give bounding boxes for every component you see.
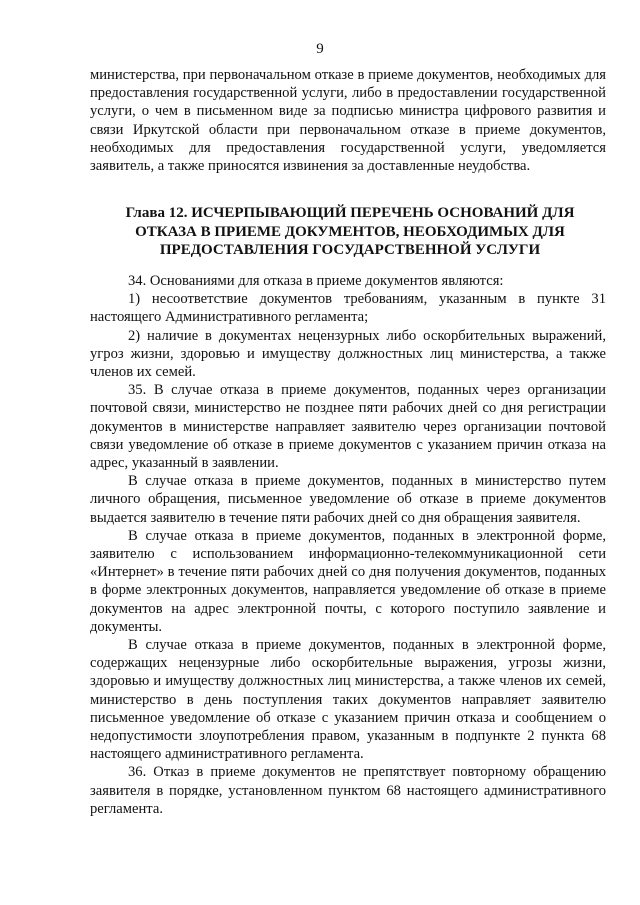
intro-paragraph: министерства, при первоначальном отказе в приеме документов, необходимых для предоставления государственной услуги, либо в предоставлении государственной услуги, о чем в письменном виде за подписью министра цифрового развития и связи Иркутской области при первоначальном отказе в приеме документов, необходимых для предоставления государственной услуги, уведомляется заявитель, а также приносятся извинения за доставленные неудобства. — [90, 67, 606, 175]
paragraph-34: 34. Основаниями для отказа в приеме документов являются: — [128, 273, 504, 289]
paragraph-34-item-2: 2) наличие в документах нецензурных либо оскорбительных выражений, угроз жизни, здоровью и имуществу должностных лиц министерства, а также членов их семей. — [90, 327, 606, 381]
paragraph-35-electronic: В случае отказа в приеме документов, поданных в электронной форме, заявителю с использованием информационно-телекоммуникационной сети «Интернет» в течение пяти рабочих дней со дня получения документов, поданных в форме электронных документов, направляется уведомление об отказе в приеме документов на адрес электронной почты, с которого поступило заявление и документы. — [90, 527, 606, 635]
main-text-block — [90, 272, 606, 818]
paragraph-35-abuse: В случае отказа в приеме документов, поданных в электронной форме, содержащих нецензурные либо оскорбительные выражения, угрозы жизни, здоровью и имуществу должностных лиц министерства, а также членов их семей, министерство в день поступления таких документов направляет заявителю письменное уведомление об отказе с указанием причин отказа и сообщением о недопустимости злоупотребления правом, указанным в подпункте 2 пункта 68 настоящего административного регламента. — [90, 637, 606, 763]
chapter-heading-line-2: ОТКАЗА В ПРИЕМЕ ДОКУМЕНТОВ, НЕОБХОДИМЫХ ДЛЯ — [135, 223, 565, 240]
paragraph-36: 36. Отказ в приеме документов не препятствует повторному обращению заявителя в порядке, установленном пунктом 68 настоящего административного регламента. — [90, 764, 606, 817]
chapter-heading-line-3: ПРЕДОСТАВЛЕНИЯ ГОСУДАРСТВЕННОЙ УСЛУГИ — [159, 242, 541, 258]
paragraph-35-personal: В случае отказа в приеме документов, поданных в министерство путем личного обращения, письменное уведомление об отказе в приеме документов выдается заявителю в течение пяти рабочих дней со дня обращения заявителя. — [90, 473, 606, 526]
intro-text-block — [90, 66, 606, 175]
paragraph-34-item-1: 1) несоответствие документов требованиям, указанным в пункте 31 настоящего Административного регламента; — [90, 291, 606, 326]
paragraph-35: 35. В случае отказа в приеме документов, поданных через организации почтовой связи, министерство не позднее пяти рабочих дней со дня регистрации документов в министерстве направляет заявителю через организации почтовой связи уведомление об отказе в приеме документов с указанием причин отказа на адрес, указанный в заявлении. — [90, 382, 606, 472]
page-number: 9 — [316, 41, 324, 57]
chapter-heading — [100, 204, 600, 260]
chapter-heading-line-1: Глава 12. ИСЧЕРПЫВАЮЩИЙ ПЕРЕЧЕНЬ ОСНОВАНИЙ ДЛЯ — [125, 205, 575, 221]
